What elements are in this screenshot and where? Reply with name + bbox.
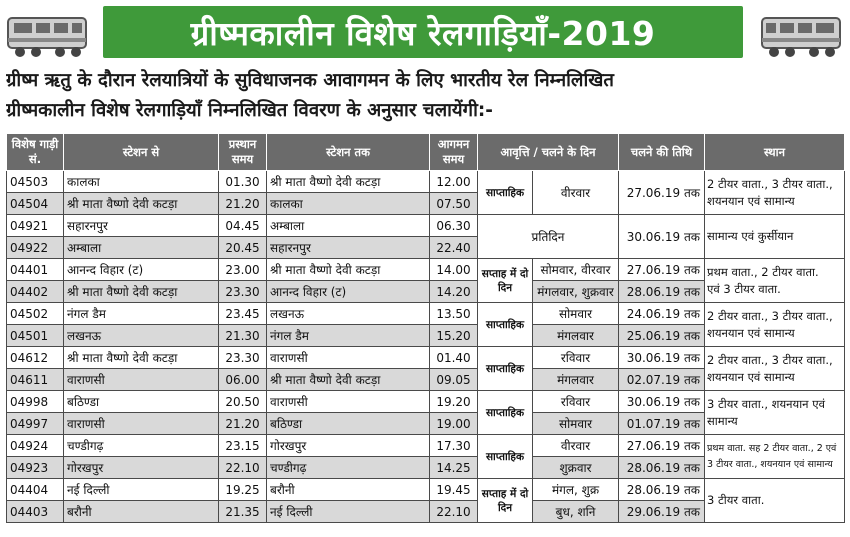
frequency: सप्ताह में दो दिन [478, 259, 533, 303]
arrival-time: 15.20 [430, 325, 478, 347]
coach-class-line: शयनयान एवं सामान्य [707, 193, 795, 208]
valid-till: 25.06.19 तक [619, 325, 705, 347]
coach-classes [705, 347, 845, 391]
valid-till: 27.06.19 तक [619, 435, 705, 457]
coach-class-line: एवं 3 टीयर वाता. [707, 281, 781, 296]
col-from: स्टेशन से [64, 134, 219, 171]
coach-class-line: शयनयान एवं सामान्य [707, 325, 795, 340]
departure-time: 21.20 [219, 413, 267, 435]
run-days: सोमवार [533, 303, 619, 325]
departure-time: 21.30 [219, 325, 267, 347]
departure-time: 20.45 [219, 237, 267, 259]
locomotive-icon [758, 8, 842, 58]
valid-till: 28.06.19 तक [619, 281, 705, 303]
train-number: 04612 [7, 347, 64, 369]
train-number: 04503 [7, 171, 64, 193]
frequency: साप्ताहिक [478, 303, 533, 347]
departure-time: 19.25 [219, 479, 267, 501]
train-number: 04921 [7, 215, 64, 237]
train-number: 04504 [7, 193, 64, 215]
table-row [7, 171, 845, 193]
valid-till: 30.06.19 तक [619, 215, 705, 259]
departure-time: 06.00 [219, 369, 267, 391]
frequency: प्रतिदिन [478, 215, 619, 259]
from-station: लखनऊ [64, 325, 219, 347]
to-station: गोरखपुर [267, 435, 430, 457]
col-class: स्थान [705, 134, 845, 171]
col-to: स्टेशन तक [267, 134, 430, 171]
valid-till: 24.06.19 तक [619, 303, 705, 325]
train-number: 04923 [7, 457, 64, 479]
run-days: मंगलवार [533, 325, 619, 347]
train-number: 04922 [7, 237, 64, 259]
to-station: चण्डीगढ़ [267, 457, 430, 479]
valid-till: 27.06.19 तक [619, 259, 705, 281]
coach-class-line: 3 टीयर वाता., शयनयान एवं सामान्य [707, 458, 833, 470]
valid-till: 30.06.19 तक [619, 391, 705, 413]
intro-line: ग्रीष्मकालीन विशेष रेलगाड़ियाँ निम्नलिखित विवरण के अनुसार चलायेंगी:- [6, 100, 493, 121]
departure-time: 20.50 [219, 391, 267, 413]
coach-classes [705, 391, 845, 435]
arrival-time: 14.25 [430, 457, 478, 479]
valid-till: 27.06.19 तक [619, 171, 705, 215]
coach-class-line: शयनयान एवं सामान्य [707, 369, 795, 384]
coach-class-line: 2 टीयर वाता., 3 टीयर वाता., [707, 176, 833, 191]
to-station: कालका [267, 193, 430, 215]
to-station: सहारनपुर [267, 237, 430, 259]
col-arrival: आगमन समय [430, 134, 478, 171]
arrival-time: 01.40 [430, 347, 478, 369]
to-station: आनन्द विहार (ट) [267, 281, 430, 303]
to-station: वाराणसी [267, 347, 430, 369]
from-station: श्री माता वैष्णो देवी कटड़ा [64, 281, 219, 303]
arrival-time: 19.00 [430, 413, 478, 435]
header [0, 0, 850, 64]
coach-class-line: 3 टीयर वाता., शयनयान एवं [707, 396, 825, 411]
train-number: 04402 [7, 281, 64, 303]
departure-time: 23.30 [219, 347, 267, 369]
table-row [7, 347, 845, 369]
col-train-no: विशेष गाड़ी सं. [7, 134, 64, 171]
to-station: नंगल डैम [267, 325, 430, 347]
to-station: वाराणसी [267, 391, 430, 413]
arrival-time: 14.00 [430, 259, 478, 281]
departure-time: 23.15 [219, 435, 267, 457]
train-number: 04924 [7, 435, 64, 457]
frequency: साप्ताहिक [478, 347, 533, 391]
table-row [7, 259, 845, 281]
coach-class-line: 2 टीयर वाता., 3 टीयर वाता., [707, 308, 833, 323]
train-number: 04997 [7, 413, 64, 435]
arrival-time: 22.40 [430, 237, 478, 259]
coach-classes [705, 303, 845, 347]
intro-line: ग्रीष्म ऋतु के दौरान रेलयात्रियों के सुविधाजनक आवागमन के लिए भारतीय रेल निम्नलिखित [6, 70, 614, 91]
departure-time: 01.30 [219, 171, 267, 193]
coach-class-line: सामान्य एवं कुर्सीयान [707, 229, 794, 243]
run-days: सोमवार, वीरवार [533, 259, 619, 281]
run-days: मंगलवार [533, 369, 619, 391]
coach-class-line: 2 टीयर वाता., 3 टीयर वाता., [707, 352, 833, 367]
arrival-time: 07.50 [430, 193, 478, 215]
frequency: सप्ताह में दो दिन [478, 479, 533, 523]
coach-class-line: सामान्य [707, 413, 738, 428]
departure-time: 21.20 [219, 193, 267, 215]
valid-till: 30.06.19 तक [619, 347, 705, 369]
arrival-time: 14.20 [430, 281, 478, 303]
from-station: नई दिल्ली [64, 479, 219, 501]
from-station: वाराणसी [64, 369, 219, 391]
from-station: वाराणसी [64, 413, 219, 435]
valid-till: 29.06.19 तक [619, 501, 705, 523]
from-station: बरौनी [64, 501, 219, 523]
run-days: बुध, शनि [533, 501, 619, 523]
from-station: अम्बाला [64, 237, 219, 259]
run-days: शुक्रवार [533, 457, 619, 479]
from-station: आनन्द विहार (ट) [64, 259, 219, 281]
from-station: बठिण्डा [64, 391, 219, 413]
coach-class-line: 3 टीयर वाता. [707, 493, 765, 507]
run-days: मंगलवार, शुक्रवार [533, 281, 619, 303]
valid-till: 28.06.19 तक [619, 457, 705, 479]
table-row [7, 303, 845, 325]
train-number: 04998 [7, 391, 64, 413]
locomotive-icon [6, 8, 90, 58]
from-station: श्री माता वैष्णो देवी कटड़ा [64, 193, 219, 215]
train-number: 04404 [7, 479, 64, 501]
col-valid-till: चलने की तिथि [619, 134, 705, 171]
train-number: 04403 [7, 501, 64, 523]
to-station: बठिण्डा [267, 413, 430, 435]
train-schedule-table [6, 133, 845, 523]
from-station: सहारनपुर [64, 215, 219, 237]
run-days: रविवार [533, 391, 619, 413]
to-station: अम्बाला [267, 215, 430, 237]
table-row [7, 479, 845, 501]
run-days: सोमवार [533, 413, 619, 435]
arrival-time: 17.30 [430, 435, 478, 457]
table-row [7, 391, 845, 413]
frequency: साप्ताहिक [478, 435, 533, 479]
departure-time: 23.45 [219, 303, 267, 325]
train-number: 04502 [7, 303, 64, 325]
table-row [7, 435, 845, 457]
intro-text [6, 66, 844, 126]
to-station: लखनऊ [267, 303, 430, 325]
run-days: मंगल, शुक्र [533, 479, 619, 501]
departure-time: 21.35 [219, 501, 267, 523]
coach-classes [705, 171, 845, 215]
col-frequency: आवृत्ति / चलने के दिन [478, 134, 619, 171]
to-station: नई दिल्ली [267, 501, 430, 523]
table-row [7, 215, 845, 237]
valid-till: 01.07.19 तक [619, 413, 705, 435]
valid-till: 28.06.19 तक [619, 479, 705, 501]
arrival-time: 19.45 [430, 479, 478, 501]
from-station: चण्डीगढ़ [64, 435, 219, 457]
col-departure: प्रस्थान समय [219, 134, 267, 171]
table-header-row [7, 134, 845, 171]
arrival-time: 22.10 [430, 501, 478, 523]
run-days: रविवार [533, 347, 619, 369]
coach-class-line: प्रथम वाता., 2 टीयर वाता. [707, 264, 819, 279]
from-station: नंगल डैम [64, 303, 219, 325]
page-title: ग्रीष्मकालीन विशेष रेलगाड़ियाँ-2019 [103, 6, 743, 58]
coach-classes [705, 259, 845, 303]
coach-classes [705, 215, 845, 259]
train-number: 04501 [7, 325, 64, 347]
arrival-time: 06.30 [430, 215, 478, 237]
from-station: गोरखपुर [64, 457, 219, 479]
departure-time: 22.10 [219, 457, 267, 479]
arrival-time: 13.50 [430, 303, 478, 325]
from-station: श्री माता वैष्णो देवी कटड़ा [64, 347, 219, 369]
arrival-time: 19.20 [430, 391, 478, 413]
train-number: 04611 [7, 369, 64, 391]
run-days: वीरवार [533, 435, 619, 457]
coach-classes [705, 435, 845, 479]
valid-till: 02.07.19 तक [619, 369, 705, 391]
arrival-time: 09.05 [430, 369, 478, 391]
run-days: वीरवार [533, 171, 619, 215]
coach-class-line: प्रथम वाता. सह 2 टीयर वाता., 2 एवं [707, 442, 837, 454]
to-station: श्री माता वैष्णो देवी कटड़ा [267, 259, 430, 281]
frequency: साप्ताहिक [478, 391, 533, 435]
departure-time: 23.00 [219, 259, 267, 281]
frequency: साप्ताहिक [478, 171, 533, 215]
departure-time: 23.30 [219, 281, 267, 303]
from-station: कालका [64, 171, 219, 193]
departure-time: 04.45 [219, 215, 267, 237]
to-station: बरौनी [267, 479, 430, 501]
train-number: 04401 [7, 259, 64, 281]
to-station: श्री माता वैष्णो देवी कटड़ा [267, 171, 430, 193]
to-station: श्री माता वैष्णो देवी कटड़ा [267, 369, 430, 391]
coach-classes [705, 479, 845, 523]
arrival-time: 12.00 [430, 171, 478, 193]
